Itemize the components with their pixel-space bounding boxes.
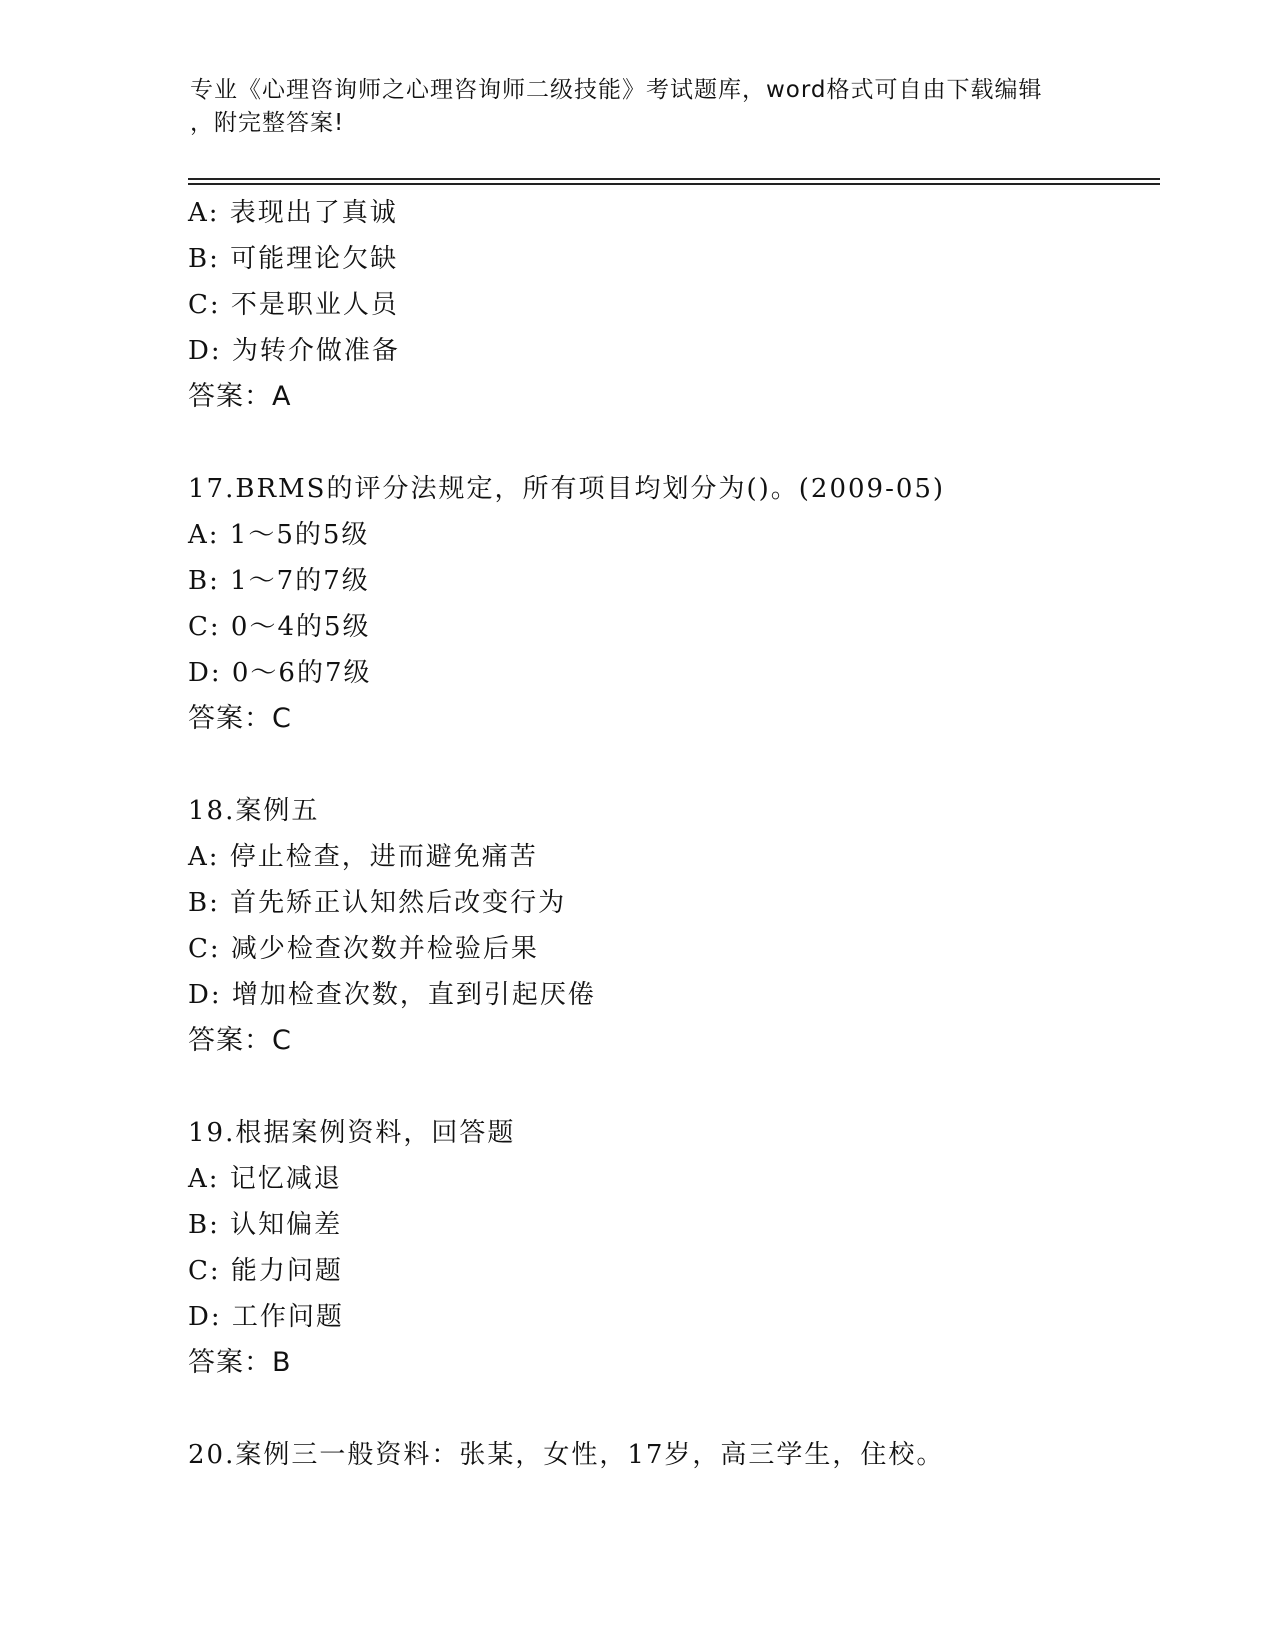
spacer xyxy=(188,742,1148,788)
header-divider-top xyxy=(188,178,1160,180)
option-a: A: 表现出了真诚 xyxy=(188,198,398,228)
option-b: B: 认知偏差 xyxy=(188,1210,343,1240)
answer-line: 答案：B xyxy=(188,1347,292,1378)
question-text: 19.根据案例资料，回答题 xyxy=(188,1118,516,1148)
option-c: C: 不是职业人员 xyxy=(188,290,399,320)
option-b: B: 首先矫正认知然后改变行为 xyxy=(188,888,567,918)
question-18-block xyxy=(188,788,1148,1064)
option-d: D: 0～6的7级 xyxy=(188,658,372,688)
option-a: A: 1～5的5级 xyxy=(188,520,370,550)
option-a: A: 记忆减退 xyxy=(188,1164,342,1194)
header-line-2: ，附完整答案! xyxy=(190,110,345,136)
option-c: C: 能力问题 xyxy=(188,1256,343,1286)
option-b: B: 1～7的7级 xyxy=(188,566,370,596)
option-c: C: 0～4的5级 xyxy=(188,612,371,642)
question-text: 17.BRMS的评分法规定，所有项目均划分为()。(2009-05) xyxy=(188,474,946,504)
option-c: C: 减少检查次数并检验后果 xyxy=(188,934,539,964)
question-text: 20.案例三一般资料：张某，女性，17岁，高三学生，住校。 xyxy=(188,1440,945,1470)
question-text: 18.案例五 xyxy=(188,796,320,826)
question-16-block xyxy=(188,190,1148,420)
question-list xyxy=(188,190,1148,1478)
option-d: D: 工作问题 xyxy=(188,1302,344,1332)
spacer xyxy=(188,1386,1148,1432)
option-b: B: 可能理论欠缺 xyxy=(188,244,399,274)
answer-line: 答案：C xyxy=(188,1025,292,1056)
spacer xyxy=(188,420,1148,466)
header-divider-bottom xyxy=(188,183,1160,185)
document-header xyxy=(190,74,1090,140)
question-17-block xyxy=(188,466,1148,742)
answer-line: 答案：A xyxy=(188,381,292,412)
option-d: D: 增加检查次数，直到引起厌倦 xyxy=(188,980,596,1010)
header-line-1: 专业《心理咨询师之心理咨询师二级技能》考试题库，word格式可自由下载编辑 xyxy=(190,77,1043,103)
spacer xyxy=(188,1064,1148,1110)
option-a: A: 停止检查，进而避免痛苦 xyxy=(188,842,538,872)
question-20-block xyxy=(188,1432,1148,1478)
option-d: D: 为转介做准备 xyxy=(188,336,400,366)
question-19-block xyxy=(188,1110,1148,1386)
answer-line: 答案：C xyxy=(188,703,292,734)
